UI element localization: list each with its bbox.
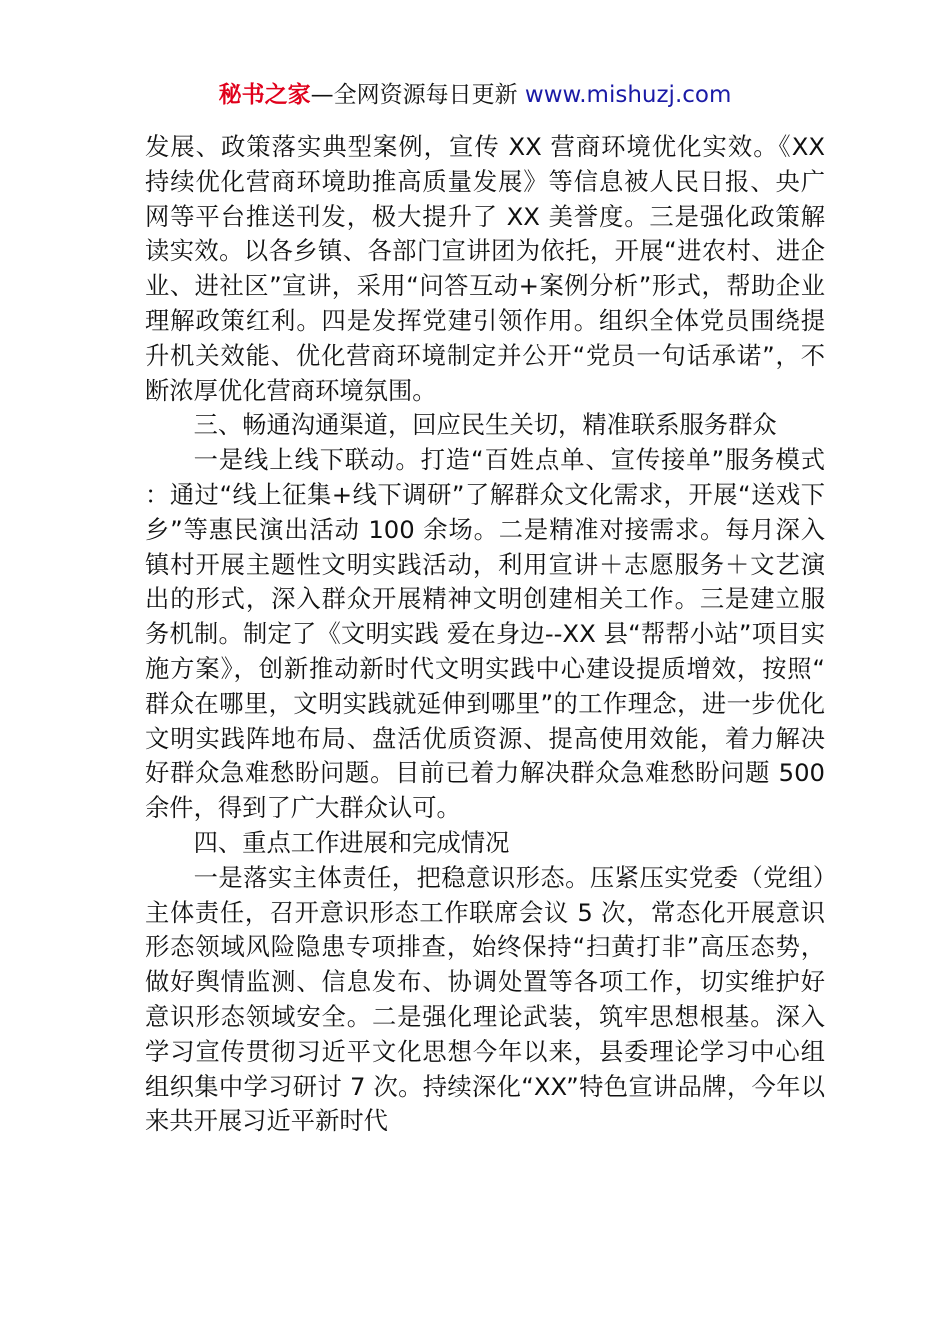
paragraph-continuation: 发展、政策落实典型案例，宣传 XX 营商环境优化实效。《XX 持续优化营商环境助推高质量发展》等信息被人民日报、央广网等平台推送刊发，极大提升了 XX 美誉度。三是强化政策解读实效。以各乡镇、各部门宣讲团为依托，开展“进农村、进企业、进社区”宣讲，采用“问答互动+案例分析”形式，帮助企业理解政策红利。四是发挥党建引领作用。组织全体党员围绕提升机关效能、优化营商环境制定并公开“党员一句话承诺”，不断浓厚优化营商环境氛围。 (145, 132, 825, 405)
paragraph-section-4: 一是落实主体责任，把稳意识形态。压紧压实党委（党组）主体责任，召开意识形态工作联席会议 5 次，常态化开展意识形态领域风险隐患专项排查，始终保持“扫黄打非”高压态势，做好舆情监测、信息发布、协调处置等各项工作，切实维护好意识形态领域安全。二是强化理论武装，筑牢思想根基。深入学习宣传贯彻习近平文化思想今年以来，县委理论学习中心组组织集中学习研讨 7 次。持续深化“XX”特色宣讲品牌，今年以来共开展习近平新时代 (145, 862, 825, 1136)
section-heading-4: 四、重点工作进展和完成情况 (193, 827, 510, 857)
site-url[interactable]: www.mishuzj.com (524, 82, 732, 108)
site-tagline: 全网资源每日更新 (333, 82, 518, 108)
document-body (145, 130, 825, 1139)
paragraph-section-3: 一是线上线下联动。打造“百姓点单、宣传接单”服务模式：通过“线上征集+线下调研”了解群众文化需求，开展“送戏下乡”等惠民演出活动 100 余场。二是精准对接需求。每月深入镇村开展主题性文明实践活动，利用宣讲＋志愿服务＋文艺演出的形式，深入群众开展精神文明创建相关工作。三是建立服务机制。制定了《文明实践 爱在身边--XX 县“帮帮小站”项目实施方案》，创新推动新时代文明实践中心建设提质增效，按照“群众在哪里，文明实践就延伸到哪里”的工作理念，进一步优化文明实践阵地布局、盘活优质资源、提高使用效能，着力解决好群众急难愁盼问题。目前已着力解决群众急难愁盼问题 500 余件，得到了广大群众认可。 (145, 445, 825, 823)
header-dash: — (310, 82, 334, 108)
site-brand: 秘书之家 (218, 82, 311, 108)
section-heading-3: 三、畅通沟通渠道，回应民生关切，精准联系服务群众 (193, 410, 777, 440)
site-header (0, 78, 950, 112)
